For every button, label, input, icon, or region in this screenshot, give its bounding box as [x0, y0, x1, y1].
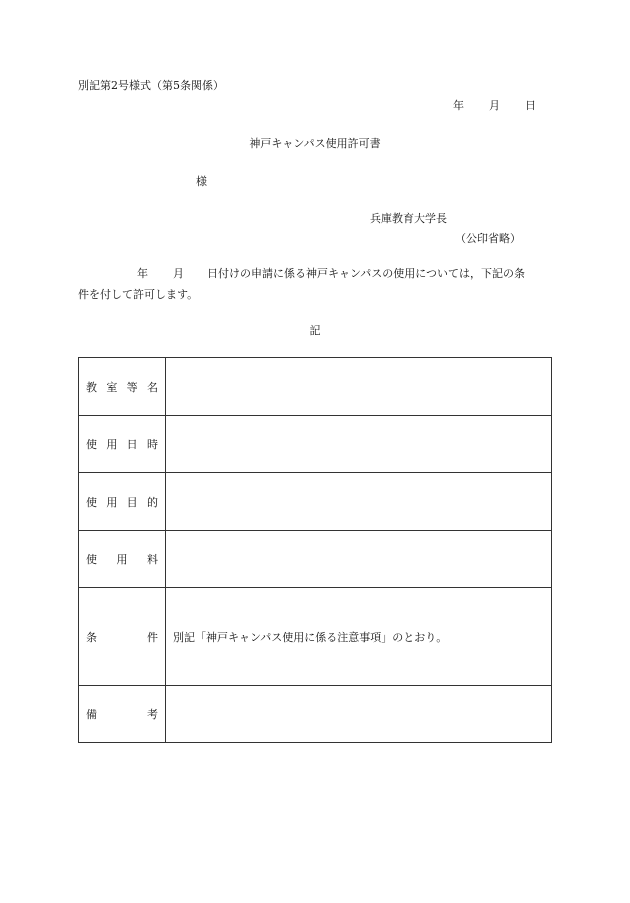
permit-table [78, 357, 552, 743]
date-month: 月 [489, 99, 500, 112]
label-char: 用 [106, 495, 118, 509]
label-char: 使 [86, 553, 97, 566]
row-value: 別記「神戸キャンパス使用に係る注意事項」のとおり。 [166, 588, 552, 686]
label-char: 名 [146, 380, 158, 394]
row-value [166, 416, 552, 473]
label-char: 件 [147, 630, 158, 644]
table-row [79, 531, 552, 588]
row-label [79, 473, 166, 531]
table-row [79, 473, 552, 531]
row-label [79, 686, 166, 743]
row-label [79, 588, 166, 686]
body-year: 年 [137, 267, 148, 280]
table-row [79, 416, 552, 473]
row-label [79, 416, 166, 473]
table-row [79, 686, 552, 743]
row-value [166, 358, 552, 416]
label-char: 条 [86, 630, 97, 644]
body-line-1-text: 日付けの申請に係る神戸キャンパスの使用については，下記の条 [207, 267, 526, 280]
label-char: 用 [116, 553, 128, 566]
issuer-name: 兵庫教育大学長 [370, 212, 447, 225]
table-row [79, 358, 552, 416]
date-year: 年 [453, 99, 464, 112]
label-char: 日 [126, 438, 138, 451]
recipient-suffix: 様 [196, 175, 207, 188]
label-char: 用 [106, 438, 118, 451]
label-char: 目 [126, 495, 138, 509]
label-char: 料 [147, 553, 158, 566]
body-month: 月 [173, 267, 184, 280]
form-id: 別記第2号様式（第5条関係） [78, 79, 224, 92]
document-title: 神戸キャンパス使用許可書 [249, 137, 381, 150]
label-char: 考 [147, 708, 158, 721]
date-day: 日 [525, 99, 536, 112]
body-line-2: 件を付して許可します。 [78, 288, 199, 301]
label-char: 的 [146, 495, 158, 509]
row-label [79, 358, 166, 416]
label-char: 室 [106, 380, 118, 394]
label-char: 等 [126, 380, 138, 394]
table-row [79, 588, 552, 686]
label-char: 使 [86, 438, 97, 451]
label-char: 教 [86, 380, 97, 394]
row-value [166, 686, 552, 743]
row-label [79, 531, 166, 588]
row-value [166, 473, 552, 531]
label-char: 時 [146, 438, 158, 451]
ki-heading: 記 [309, 324, 321, 337]
label-char: 使 [86, 495, 97, 509]
seal-note: （公印省略） [455, 232, 521, 245]
row-value [166, 531, 552, 588]
label-char: 備 [86, 708, 97, 721]
